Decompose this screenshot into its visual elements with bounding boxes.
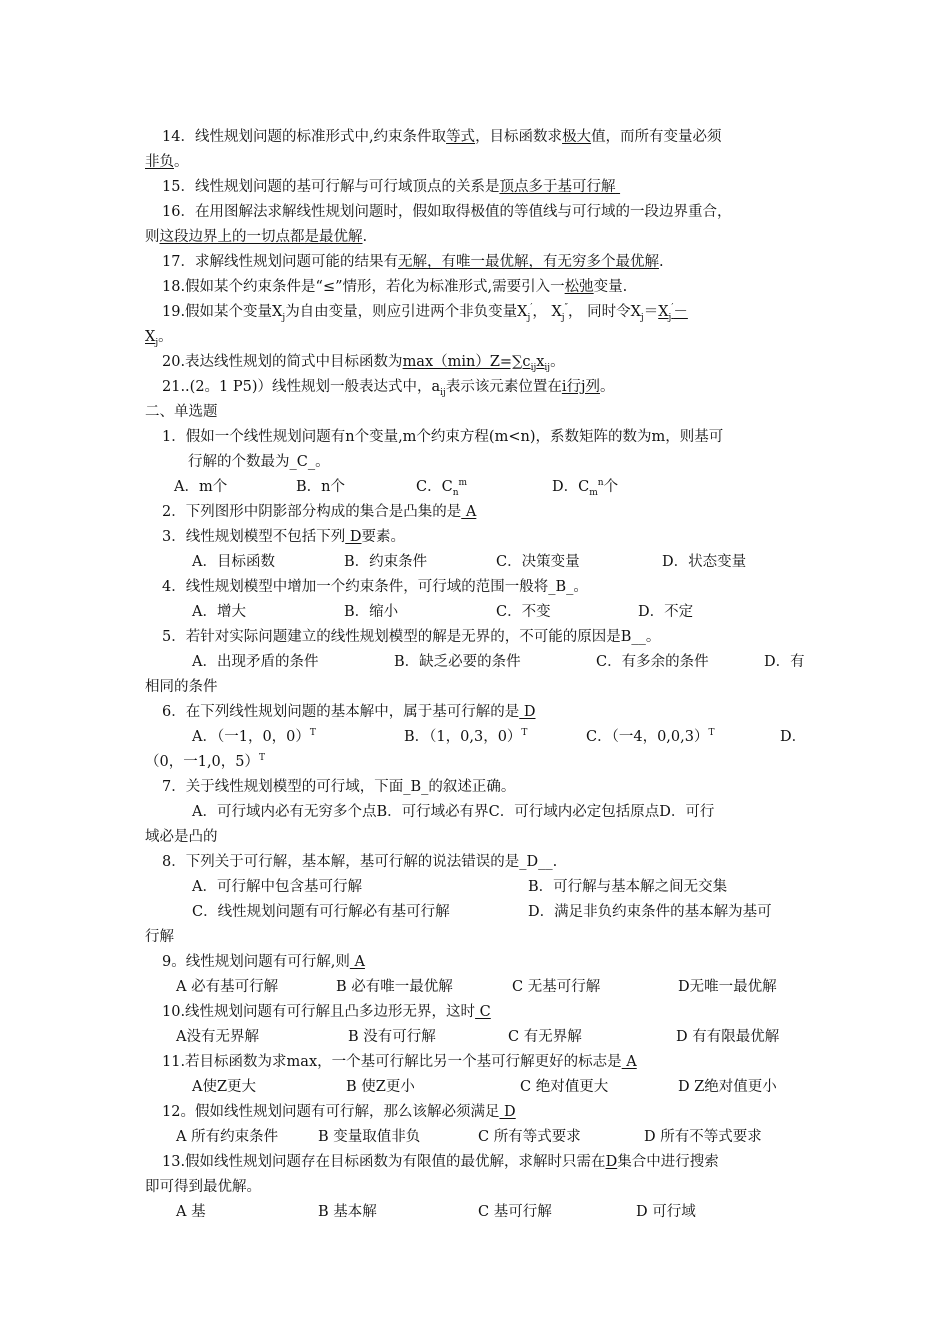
text: 为自由变量，则应引进两个非负变量X — [285, 304, 528, 320]
option-a: A．m个 — [174, 479, 228, 495]
text: 13.假如线性规划问题存在目标函数为有限值的最优解，求解时只需在 — [162, 1154, 606, 1170]
option-a: A使Z更大 — [192, 1079, 257, 1095]
text: ＝ — [643, 304, 659, 320]
item-21 — [162, 377, 827, 397]
option-b: B 使Z更小 — [346, 1079, 415, 1095]
text: 9。线性规划问题有可行解,则 — [162, 954, 350, 970]
text: 17．求解线性规划问题可能的结果有 — [162, 254, 398, 270]
item-15 — [162, 177, 827, 197]
answer: D — [605, 1154, 618, 1170]
section-heading: 二、单选题 — [145, 404, 218, 420]
item-17 — [162, 252, 827, 272]
text: 18.假如某个约束条件是“≤”情形，若化为标准形式,需要引入一 — [162, 279, 565, 295]
text: 10.线性规划问题有可行解且凸多边形无界，这时 — [162, 1004, 476, 1020]
subscript: j — [640, 312, 644, 323]
item-16-cont — [145, 227, 810, 247]
question-3 — [162, 527, 827, 547]
question-11 — [162, 1052, 827, 1072]
answer: 这段边界上的一切点都是最优解 — [159, 229, 363, 245]
question-12-options — [176, 1127, 841, 1147]
option-c: C 基可行解 — [478, 1204, 552, 1220]
text: 表示该元素位置在 — [445, 379, 562, 395]
option-c: C．$C_n^m$ — [416, 478, 468, 498]
subscript: j — [561, 312, 565, 323]
question-11-options — [192, 1077, 857, 1097]
option-d: D Z绝对值更小 — [678, 1079, 777, 1095]
option-d: D 所有不等式要求 — [644, 1129, 762, 1145]
question-7-cont: 域必是凸的 — [145, 829, 218, 845]
option-a: A．出现矛盾的条件 — [192, 654, 319, 670]
option-d: D． — [780, 729, 807, 745]
question-8-options-2 — [192, 902, 857, 922]
option-d: D无唯一最优解 — [678, 979, 777, 995]
item-14 — [162, 127, 827, 147]
option-a: A 基 — [176, 1204, 206, 1220]
option-d: D．有 — [764, 654, 805, 670]
text: 19.假如某个变量X — [162, 304, 283, 320]
option-b: B 必有唯一最优解 — [336, 979, 453, 995]
option-b: B．可行解与基本解之间无交集 — [528, 879, 728, 895]
option-a: A．（一1，0，0）$^T$ — [192, 728, 316, 745]
question-6 — [162, 702, 827, 722]
answer: C — [475, 1004, 491, 1020]
answer: $\max(\min)Z=\sum c_{ij}x_{ij}$ — [402, 354, 551, 373]
answer: 无解，有唯一最优解，有无穷多个最优解 — [397, 254, 659, 270]
option-a: A．目标函数 — [192, 554, 275, 570]
answer: $X_j$ — [145, 329, 159, 348]
option-c: C．线性规划问题有可行解必有基可行解 — [192, 904, 450, 920]
option-b: B 变量取值非负 — [318, 1129, 421, 1145]
option-c: C．（一4，0,0,3）$^T$ — [586, 728, 715, 745]
question-6-options — [192, 727, 857, 747]
text: 要素。 — [361, 529, 405, 545]
subscript: j — [282, 312, 286, 323]
answer: 顶点多于基可行解 — [499, 179, 616, 195]
text: 12。假如线性规划问题有可行解，那么该解必须满足 — [162, 1104, 500, 1120]
question-7-options: A．可行域内必有无穷多个点B．可行域必有界C．可行域内必定包括原点D．可行 — [192, 804, 715, 820]
option-c: C．决策变量 — [496, 554, 580, 570]
subscript: ij — [440, 387, 446, 398]
option-c: C 无基可行解 — [512, 979, 601, 995]
answer: A — [621, 1054, 637, 1070]
question-9-options — [176, 977, 841, 997]
question-1-cont: 行解的个数最为_C_。 — [188, 454, 330, 470]
answer: 等式 — [446, 129, 476, 145]
option-b: B．（1，0,3，0）$^T$ — [404, 728, 528, 745]
text: 。 — [550, 354, 565, 370]
option-b: B．缺乏必要的条件 — [394, 654, 521, 670]
question-5-cont: 相同的条件 — [145, 679, 218, 695]
option-a: A 必有基可行解 — [176, 979, 279, 995]
question-7: 7．关于线性规划模型的可行域，下面_B_的叙述正确。 — [162, 779, 516, 795]
superscript: ′ — [530, 303, 533, 314]
option-d: D．状态变量 — [662, 554, 747, 570]
text: ， 同时令X — [567, 304, 641, 320]
text: 14．线性规划问题的标准形式中,约束条件取 — [162, 129, 447, 145]
option-b: B．约束条件 — [344, 554, 428, 570]
text: 集合中进行搜索 — [617, 1154, 719, 1170]
question-9 — [162, 952, 827, 972]
answer: D — [519, 704, 536, 720]
answer: 松弛 — [564, 279, 594, 295]
text: 。 — [158, 329, 173, 345]
option-b: B．n个 — [296, 479, 345, 495]
question-8-cont: 行解 — [145, 929, 174, 945]
answer: 极大 — [562, 129, 592, 145]
answer: D — [499, 1104, 516, 1120]
question-5-options — [192, 652, 857, 672]
option-a: A．增大 — [192, 604, 246, 620]
option-d: D．$C_m^n$个 — [552, 478, 619, 498]
answer: A — [461, 504, 477, 520]
answer: $X_j'-$ — [658, 303, 688, 323]
question-12 — [162, 1102, 827, 1122]
option-a: A．可行解中包含基可行解 — [192, 879, 362, 895]
answer: D — [345, 529, 362, 545]
superscript: ″ — [564, 303, 568, 314]
option-b: B 基本解 — [318, 1204, 377, 1220]
answer: i行j列 — [561, 379, 600, 395]
item-19 — [162, 302, 827, 322]
question-13 — [162, 1152, 827, 1172]
question-4-options — [192, 602, 857, 622]
text: 。 — [174, 154, 189, 170]
text: ， X — [532, 304, 562, 320]
question-8-options-1 — [192, 877, 857, 897]
question-1-options — [174, 477, 839, 497]
text: . — [362, 229, 368, 245]
item-18 — [162, 277, 827, 297]
option-a: A 所有约束条件 — [176, 1129, 279, 1145]
option-c: C 有无界解 — [508, 1029, 582, 1045]
text: ，目标函数求 — [475, 129, 563, 145]
text: 。 — [599, 379, 615, 395]
question-1: 1．假如一个线性规划问题有n个变量,m个约束方程(m<n)，系数矩阵的数为m，则基可 — [162, 429, 724, 445]
question-8: 8．下列关于可行解，基本解，基可行解的说法错误的是_D__. — [162, 854, 558, 870]
option-d: D．满足非负约束条件的基本解为基可 — [528, 904, 772, 920]
text: . — [658, 254, 664, 270]
item-20 — [162, 352, 827, 372]
item-14-cont — [145, 152, 810, 172]
option-b: B 没有可行解 — [348, 1029, 436, 1045]
text: 15．线性规划问题的基可行解与可行域顶点的关系是 — [162, 179, 500, 195]
text: 6．在下列线性规划问题的基本解中，属于基可行解的是 — [162, 704, 520, 720]
text: 变量. — [593, 279, 628, 295]
question-10 — [162, 1002, 827, 1022]
question-3-options — [192, 552, 857, 572]
option-c: C．不变 — [496, 604, 551, 620]
option-d: D 可行域 — [636, 1204, 696, 1220]
question-4: 4．线性规划模型中增加一个约束条件，可行域的范围一般将_B_。 — [162, 579, 588, 595]
option-b: B．缩小 — [344, 604, 399, 620]
question-13-cont: 即可得到最优解。 — [145, 1179, 261, 1195]
question-5: 5．若针对实际问题建立的线性规划模型的解是无界的，不可能的原因是B__。 — [162, 629, 661, 645]
text: 值，而所有变量必须 — [591, 129, 722, 145]
subscript: j — [527, 312, 531, 323]
option-c: C．有多余的条件 — [596, 654, 709, 670]
text: 21..(2。1 P5)）线性规划一般表达式中，a — [162, 379, 441, 395]
option-d: D．不定 — [638, 604, 694, 620]
text: 20.表达线性规划的简式中目标函数为 — [162, 354, 403, 370]
question-6-cont: （0，一1,0，5）$^T$ — [145, 753, 266, 770]
question-13-options — [176, 1202, 841, 1222]
text: 16．在用图解法求解线性规划问题时，假如取得极值的等值线与可行域的一段边界重合， — [162, 204, 732, 220]
text: 则 — [145, 229, 160, 245]
option-c: C 绝对值更大 — [520, 1079, 609, 1095]
answer: A — [349, 954, 365, 970]
answer: 非负 — [145, 154, 174, 170]
text: 2．下列图形中阴影部分构成的集合是凸集的是 — [162, 504, 462, 520]
question-10-options — [176, 1027, 841, 1047]
item-16 — [162, 202, 827, 222]
option-a: A没有无界解 — [176, 1029, 259, 1045]
text: 11.若目标函数为求max，一个基可行解比另一个基可行解更好的标志是 — [162, 1054, 622, 1070]
question-2 — [162, 502, 827, 522]
item-19-cont — [145, 327, 810, 347]
option-c: C 所有等式要求 — [478, 1129, 581, 1145]
text: 3．线性规划模型不包括下列 — [162, 529, 346, 545]
option-d: D 有有限最优解 — [676, 1029, 780, 1045]
